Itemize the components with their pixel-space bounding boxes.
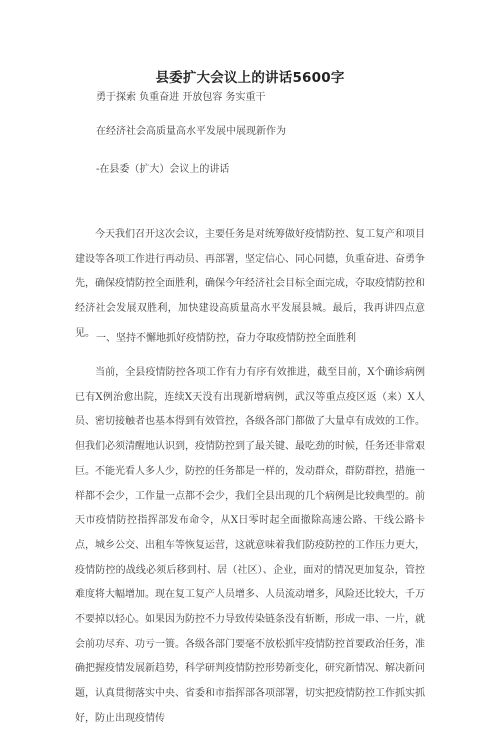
subtitle-line-2: 在经济社会高质量高水平发展中展现新作为 bbox=[96, 126, 286, 137]
body-paragraph-2: 当前，全县疫情防控各项工作有力有序有效推进，截至目前，X个确诊病例已有X例治愈出院，连续X天没有出现新增病例，武汉等重点疫区返（来）X人员、密切接触者也基本得到有效管控，各级各部门都做了大量卓有成效的工作。但我们必须清醒地认识到，疫情防控到了最关键、最吃劲的时候，任务还非常艰巨。不能光看人多人少，防控的任务都是一样的，发动群众，群防群控，措施一样都不会少，工作量一点都不会少，我们全县出现的几个病例是比较典型的。前天市疫情防控指挥部发布命令，从X日零时起全面撤除高速公路、干线公路卡点，城乡公交、出租车等恢复运营，这就意味着我们防疫防控的工作压力更大，疫情防控的战线必须后移到村、居（社区）、企业，面对的情况更加复杂，管控难度将大幅增加。现在复工复产人员增多、人员流动增多，风险还比较大，千万不要掉以轻心。如果因为防控不力导致传染链条没有斩断，形成一串、一片，就会前功尽弃、功亏一篑。各级各部门要毫不放松抓牢疫情防控首要政治任务，准确把握疫情发展新趋势，科学研判疫情防控形势新变化，研究新情况、解决新问题，认真贯彻落实中央、省委和市指挥部各项部署，切实把疫情防控工作抓实抓好，防止出现疫情传 bbox=[75, 367, 425, 724]
body-paragraph-1: 今天我们召开这次会议，主要任务是对统筹做好疫情防控、复工复产和项目建设等各项工作进行再动员、再部署，坚定信心、同心同德，负重奋进、奋勇争先，确保疫情防控全面胜利，确保今年经济社会目标全面完成，夺取疫情防控和经济社会发展双胜利，加快建设高质量高水平发展县城。最后，我再讲四点意见。 bbox=[75, 229, 425, 339]
document-title: 县委扩大会议上的讲话5600字 bbox=[155, 70, 345, 86]
section-heading-1: 一、坚持不懈地抓好疫情防控，奋力夺取疫情防控全面胜利 bbox=[96, 333, 356, 344]
subtitle-line-1: 勇于探索 负重奋进 开放包容 务实重干 bbox=[96, 92, 266, 103]
subtitle-line-3: -在县委（扩大）会议上的讲话 bbox=[96, 164, 230, 175]
